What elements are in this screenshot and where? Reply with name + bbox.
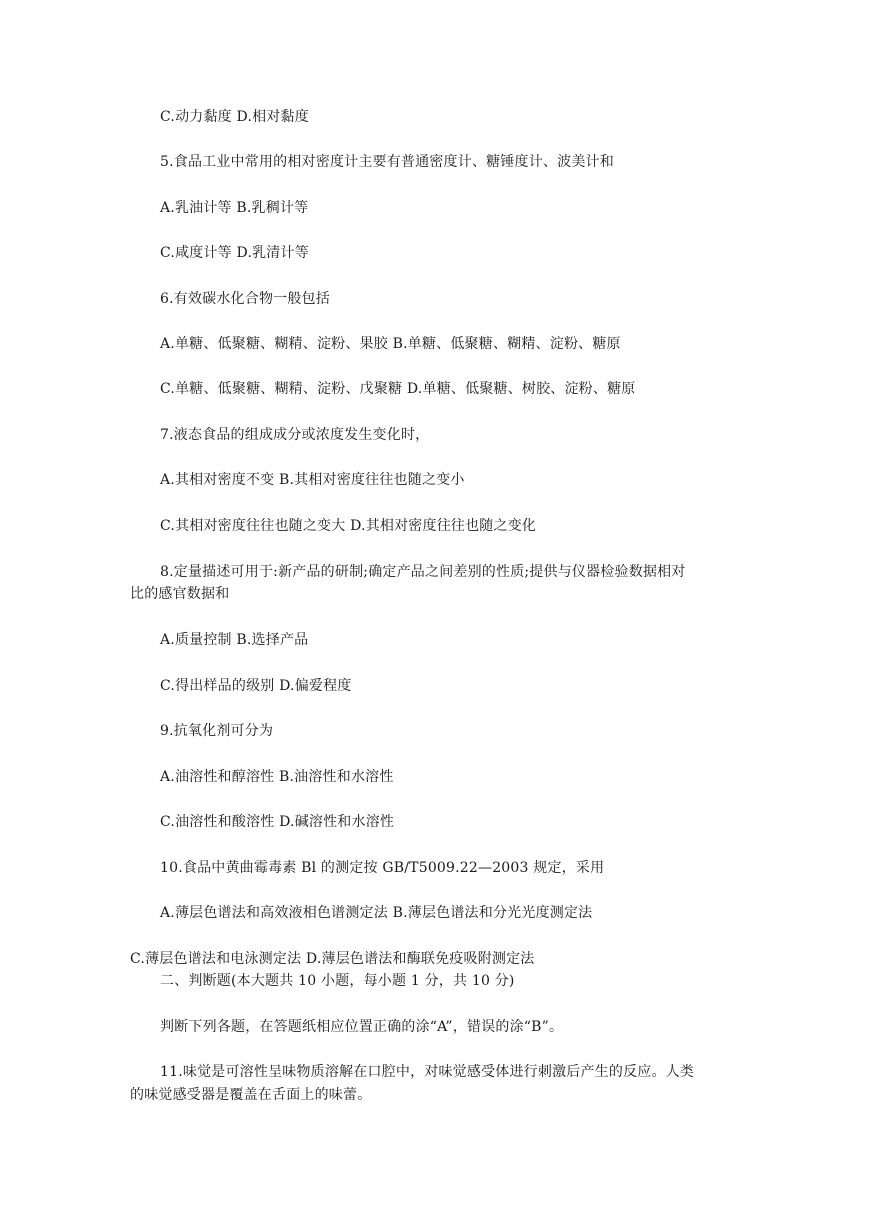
option-line-8ab: A.质量控制 B.选择产品 <box>160 632 309 648</box>
option-line-9cd: C.油溶性和酸溶性 D.碱溶性和水溶性 <box>160 814 395 830</box>
option-line-8cd: C.得出样品的级别 D.偏爱程度 <box>160 678 352 694</box>
section-heading-judgment: 二、判断题(本大题共 10 小题，每小题 1 分，共 10 分) <box>160 973 515 989</box>
question-8-line-2: 比的感官数据和 <box>130 586 230 602</box>
question-9: 9.抗氧化剂可分为 <box>160 723 274 739</box>
option-line-5cd: C.咸度计等 D.乳清计等 <box>160 245 309 261</box>
option-line-9ab: A.油溶性和醇溶性 B.油溶性和水溶性 <box>160 769 394 785</box>
option-line-5ab: A.乳油计等 B.乳稠计等 <box>160 200 309 216</box>
option-line-4cd: C.动力黏度 D.相对黏度 <box>160 109 309 125</box>
question-8-line-1: 8.定量描述可用于:新产品的研制;确定产品之间差别的性质;提供与仪器检验数据相对 <box>160 564 686 580</box>
question-6: 6.有效碳水化合物一般包括 <box>160 291 330 307</box>
section-instructions: 判断下列各题，在答题纸相应位置正确的涂“A”，错误的涂“B”。 <box>160 1019 564 1035</box>
option-line-6cd: C.单糖、低聚糖、糊精、淀粉、戊聚糖 D.单糖、低聚糖、树胶、淀粉、糖原 <box>160 381 636 397</box>
option-line-10cd: C.薄层色谱法和电泳测定法 D.薄层色谱法和酶联免疫吸附测定法 <box>130 951 535 967</box>
option-line-10ab: A.薄层色谱法和高效液相色谱测定法 B.薄层色谱法和分光光度测定法 <box>160 905 593 921</box>
question-7: 7.液态食品的组成成分或浓度发生变化时， <box>160 427 430 443</box>
question-10: 10.食品中黄曲霉毒素 Bl 的测定按 GB/T5009.22—2003 规定，采用 <box>160 860 605 876</box>
option-line-7cd: C.其相对密度往往也随之变大 D.其相对密度往往也随之变化 <box>160 518 537 534</box>
question-11-line-2: 的味觉感受器是覆盖在舌面上的味蕾。 <box>130 1087 372 1103</box>
question-11-line-1: 11.味觉是可溶性呈味物质溶解在口腔中，对味觉感受体进行刺激后产生的反应。人类 <box>160 1064 695 1080</box>
question-5: 5.食品工业中常用的相对密度计主要有普通密度计、糖锤度计、波美计和 <box>160 154 614 170</box>
option-line-7ab: A.其相对密度不变 B.其相对密度往往也随之变小 <box>160 472 465 488</box>
option-line-6ab: A.单糖、低聚糖、糊精、淀粉、果胶 B.单糖、低聚糖、糊精、淀粉、糖原 <box>160 336 621 352</box>
